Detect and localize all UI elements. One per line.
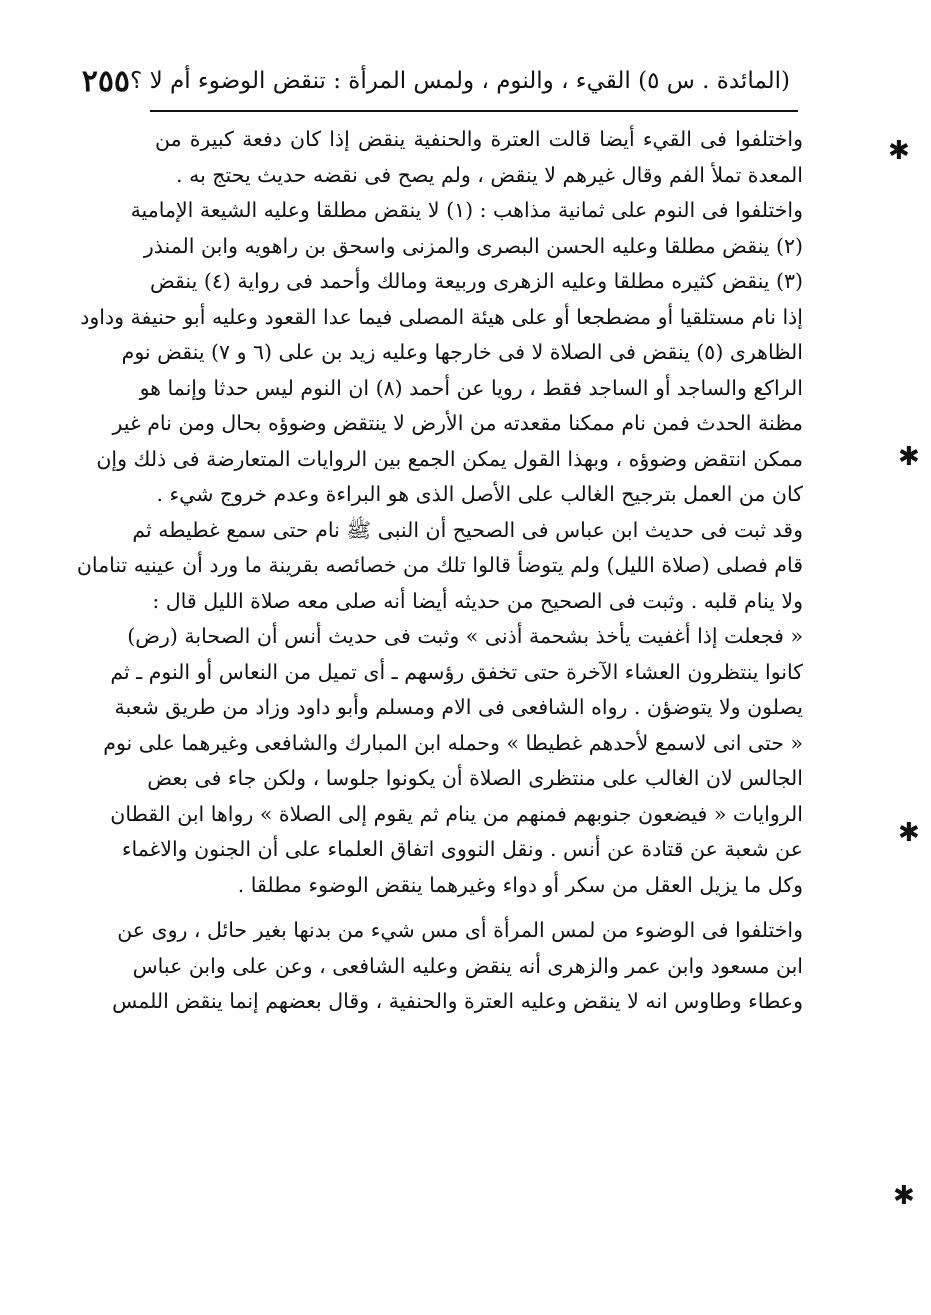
text-line: « فجعلت إذا أغفيت يأخذ بشحمة أذنى » وثبت فى حديث أنس أن الصحابة (رض) xyxy=(127,624,803,648)
text-line: ابن مسعود وابن عمر والزهرى أنه ينقض وعليه الشافعى ، وعن على وابن عباس xyxy=(132,953,803,978)
text-line: « حتى انى لاسمع لأحدهم غطيطا » وحمله ابن المبارك والشافعى وغيرهما على نوم xyxy=(103,730,803,755)
margin-asterisk-icon: ✱ xyxy=(888,136,910,166)
text-line: وعطاء وطاوس انه لا ينقض وعليه العترة والحنفية ، وقال بعضهم إنما ينقض اللمس xyxy=(112,989,803,1013)
margin-asterisk-icon: ✱ xyxy=(898,442,920,472)
header-rule xyxy=(150,110,798,112)
page-header xyxy=(81,55,790,107)
text-line: واختلفوا فى الوضوء من لمس المرأة أى مس شيء من بدنها بغير حائل ، روى عن xyxy=(117,918,803,942)
running-title: (المائدة . س ٥) القيء ، والنوم ، ولمس المرأة : تنقض الوضوء أم لا ؟ xyxy=(130,68,790,94)
paragraph-gap xyxy=(155,903,803,913)
margin-asterisk-icon: ✱ xyxy=(898,818,920,848)
margin-asterisk-icon: ✱ xyxy=(893,1181,915,1211)
text-line: واختلفوا فى القيء أيضا قالت العترة والحنفية ينقض إذا كان دفعة كبيرة من xyxy=(155,127,803,151)
text-line: واختلفوا فى النوم على ثمانية مذاهب : (١) لا ينقض مطلقا وعليه الشيعة الإمامية xyxy=(130,198,803,222)
text-line: عن شعبة عن قتادة عن أنس . ونقل النووى اتفاق العلماء على أن الجنون والاغماء xyxy=(121,837,803,861)
text-line: المعدة تملأ الفم وقال غيرهم لا ينقض ، ولم يصح فى نقضه حديث يحتج به . xyxy=(176,162,803,187)
text-line: إذا نام مستلقيا أو مضطجعا أو على هيئة المصلى فيما عدا القعود وعليه أبو حنيفة وداود xyxy=(80,304,803,329)
text-line: ممكن انتقض وضوؤه ، وبهذا القول يمكن الجمع بين الروايات المتعارضة فى ذلك وإن xyxy=(96,446,803,471)
page-number: ٢٥٥ xyxy=(81,63,131,99)
text-line: (٢) ينقض مطلقا وعليه الحسن البصرى والمزنى واسحق بن راهويه وابن المنذر xyxy=(143,233,803,258)
text-line: وقد ثبت فى حديث ابن عباس فى الصحيح أن النبى ﷺ نام حتى سمع غطيطه ثم xyxy=(132,517,803,542)
text-line: الراكع والساجد أو الساجد فقط ، رويا عن أحمد (٨) ان النوم ليس حدثا وإنما هو xyxy=(139,375,803,400)
text-line: كانوا ينتظرون العشاء الآخرة حتى تخفق رؤسهم ـ أى تميل من النعاس أو النوم ـ ثم xyxy=(110,659,803,684)
text-line: (٣) ينقض كثيره مطلقا وعليه الزهرى وربيعة ومالك وأحمد فى رواية (٤) ينقض xyxy=(149,269,803,293)
main-text xyxy=(76,122,803,1020)
text-line: قام فصلى (صلاة الليل) ولم يتوضأ قالوا تلك من خصائصه بقرينة ما ورد أن عينيه تنامان xyxy=(76,553,803,577)
text-line: الظاهرى (٥) ينقض فى الصلاة لا فى خارجها وعليه زيد بن على (٦ و ٧) ينقض نوم xyxy=(121,340,803,364)
text-line: ولا ينام قلبه . وثبت فى الصحيح من حديثه أيضا أنه صلى معه صلاة الليل قال : xyxy=(152,588,803,613)
text-line: كان من العمل بترجيح الغالب على الأصل الذى هو البراءة وعدم خروج شيء . xyxy=(156,482,803,506)
text-line: الروايات « فيضعون جنوبهم فمنهم من ينام ثم يقوم إلى الصلاة » رواها ابن القطان xyxy=(110,801,803,826)
text-line: الجالس لان الغالب على منتظرى الصلاة أن يكونوا جلوسا ، ولكن جاء فى بعض xyxy=(147,766,803,790)
text-line: يصلون ولا يتوضؤن . رواه الشافعى فى الام ومسلم وأبو داود وزاد من طريق شعبة xyxy=(114,695,803,719)
text-line: وكل ما يزيل العقل من سكر أو دواء وغيرهما ينقض الوضوء مطلقا . xyxy=(237,872,803,897)
text-line: مظنة الحدث فمن نام ممكنا مقعدته من الأرض لا ينتقض وضوؤه بحال ومن نام غير xyxy=(112,411,803,435)
